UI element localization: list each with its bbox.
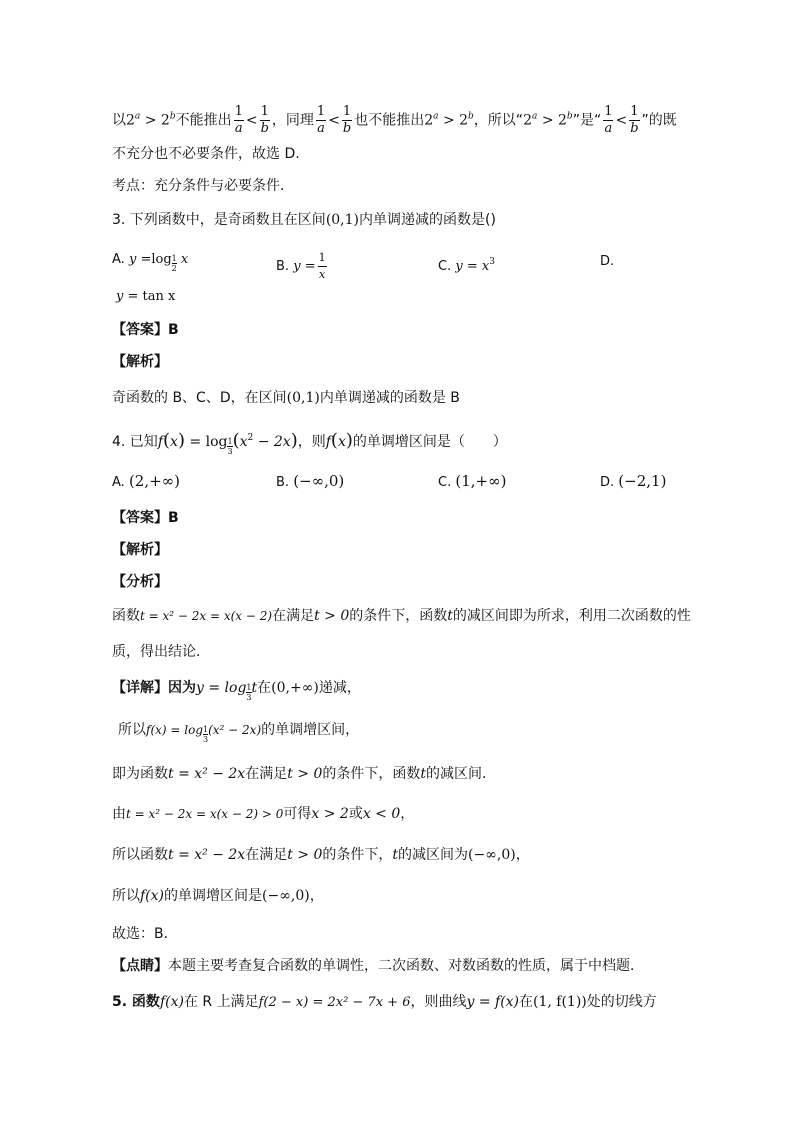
question-4-title: 4. 已知f(x) = log $\frac{1}{3}$ $(x^2 - 2x)$，则f(x)的单调增区间是（ ） xyxy=(112,430,507,456)
fraction: $\frac{1}{a}$ xyxy=(316,104,326,136)
math: < xyxy=(328,112,340,129)
q4-option-b: B. (−∞,0) xyxy=(276,472,345,490)
q4-detail-line-4: 由t = x² − 2x = x(x − 2) > 0可得x > 2或x < 0， xyxy=(112,806,415,822)
text: ，同理 xyxy=(271,112,314,129)
q4-fenxi-label: 【分析】 xyxy=(112,574,168,590)
q4-analysis-label: 【解析】 xyxy=(112,542,168,558)
math-sup: b xyxy=(566,111,573,122)
q3-option-d-expr: y = tan x xyxy=(116,289,176,304)
math-sup: b xyxy=(169,111,176,122)
q4-fenxi-line-1: 函数t = x² − 2x = x(x − 2)在满足t > 0的条件下，函数t的减区间即为所求，利用二次函数的性 xyxy=(112,608,691,624)
text-line-2: 不充分也不必要条件，故选 D. xyxy=(112,146,300,162)
q4-answer: 【答案】B xyxy=(112,510,179,526)
log-base-fraction: $\frac{1}{2}$ xyxy=(171,254,177,273)
math-sup: a xyxy=(134,111,141,122)
q3-explain: 奇函数的 B、C、D，在区间(0,1)内单调递减的函数是 B xyxy=(112,390,460,406)
q3-option-d: D. xyxy=(600,254,615,269)
log-base-fraction: $\frac{1}{3}$ xyxy=(246,683,252,702)
text-line-1 xyxy=(112,104,677,137)
q4-detail-line-1: 【详解】因为y = log $\frac{1}{3}$ t在(0,+∞)递减， xyxy=(112,680,361,702)
q3-analysis-label: 【解析】 xyxy=(112,354,168,370)
fraction: $\frac{1}{b}$ xyxy=(630,104,639,136)
q4-fenxi-line-2: 质，得出结论． xyxy=(112,644,210,660)
q4-dianjing: 【点睛】本题主要考查复合函数的单调性，二次函数、对数函数的性质，属于中档题． xyxy=(112,958,644,974)
math-sup: a xyxy=(433,111,439,122)
math-sup: b xyxy=(468,111,474,122)
text: ，所以“ xyxy=(473,112,524,129)
fraction: $\frac{1}{x}$ xyxy=(318,251,326,281)
fraction: $\frac{1}{a}$ xyxy=(234,104,243,136)
math: > 2 xyxy=(537,112,567,129)
q3-option-a: A. y =log $\frac{1}{2}$ x xyxy=(112,252,189,273)
q4-detail-line-3: 即为函数t = x² − 2x在满足t > 0的条件下，函数t的减区间． xyxy=(112,766,497,782)
math: 2 xyxy=(424,112,434,129)
text: 不能推出 xyxy=(175,112,232,129)
log-base-fraction: $\frac{1}{3}$ xyxy=(203,725,209,744)
q4-option-a: A. (2,+∞) xyxy=(112,472,181,490)
text: 也不能推出 xyxy=(354,112,425,129)
q3-answer: 【答案】B xyxy=(112,322,179,338)
q4-detail-line-6: 所以f(x)的单调增区间是(−∞,0)， xyxy=(112,888,324,904)
fraction: $\frac{1}{a}$ xyxy=(604,104,613,136)
text: 以 xyxy=(112,112,126,129)
q3-option-b: B. y = $\frac{1}{x}$ xyxy=(276,251,326,281)
q4-detail-line-5: 所以函数t = x² − 2x在满足t > 0的条件下，t的减区间为(−∞,0)， xyxy=(112,847,530,863)
q3-option-c: C. $y = x^3$ xyxy=(438,257,495,274)
math: > 2 xyxy=(140,112,170,129)
question-3-title: 3. 下列函数中，是奇函数且在区间(0,1)内单调递减的函数是() xyxy=(112,212,496,228)
fraction: $\frac{1}{b}$ xyxy=(342,104,352,136)
text: ”的既 xyxy=(641,112,677,129)
math: 2 xyxy=(126,112,135,129)
fraction: $\frac{1}{b}$ xyxy=(260,104,269,136)
math: < xyxy=(245,112,258,129)
question-5-title: 5. 函数f(x)在 R 上满足f(2 − x) = 2x² − 7x + 6，则曲线y = f(x)在(1, f(1))处的切线方 xyxy=(112,994,657,1010)
math: < xyxy=(615,112,628,129)
math: 2 xyxy=(523,112,532,129)
log-base-fraction: $\frac{1}{3}$ xyxy=(227,437,233,456)
math-sup: a xyxy=(532,111,538,122)
q4-detail-line-7: 故选：B． xyxy=(112,926,178,942)
q4-option-d: D. (−2,1) xyxy=(600,472,667,490)
math: > 2 xyxy=(438,112,469,129)
q4-option-c: C. (1,+∞) xyxy=(438,472,507,490)
text: ”是“ xyxy=(572,112,602,129)
text-line-3: 考点：充分条件与必要条件． xyxy=(112,178,294,194)
q4-detail-line-2: 所以f(x) = log $\frac{1}{3}$ (x² − 2x)的单调增区间， xyxy=(118,722,360,744)
